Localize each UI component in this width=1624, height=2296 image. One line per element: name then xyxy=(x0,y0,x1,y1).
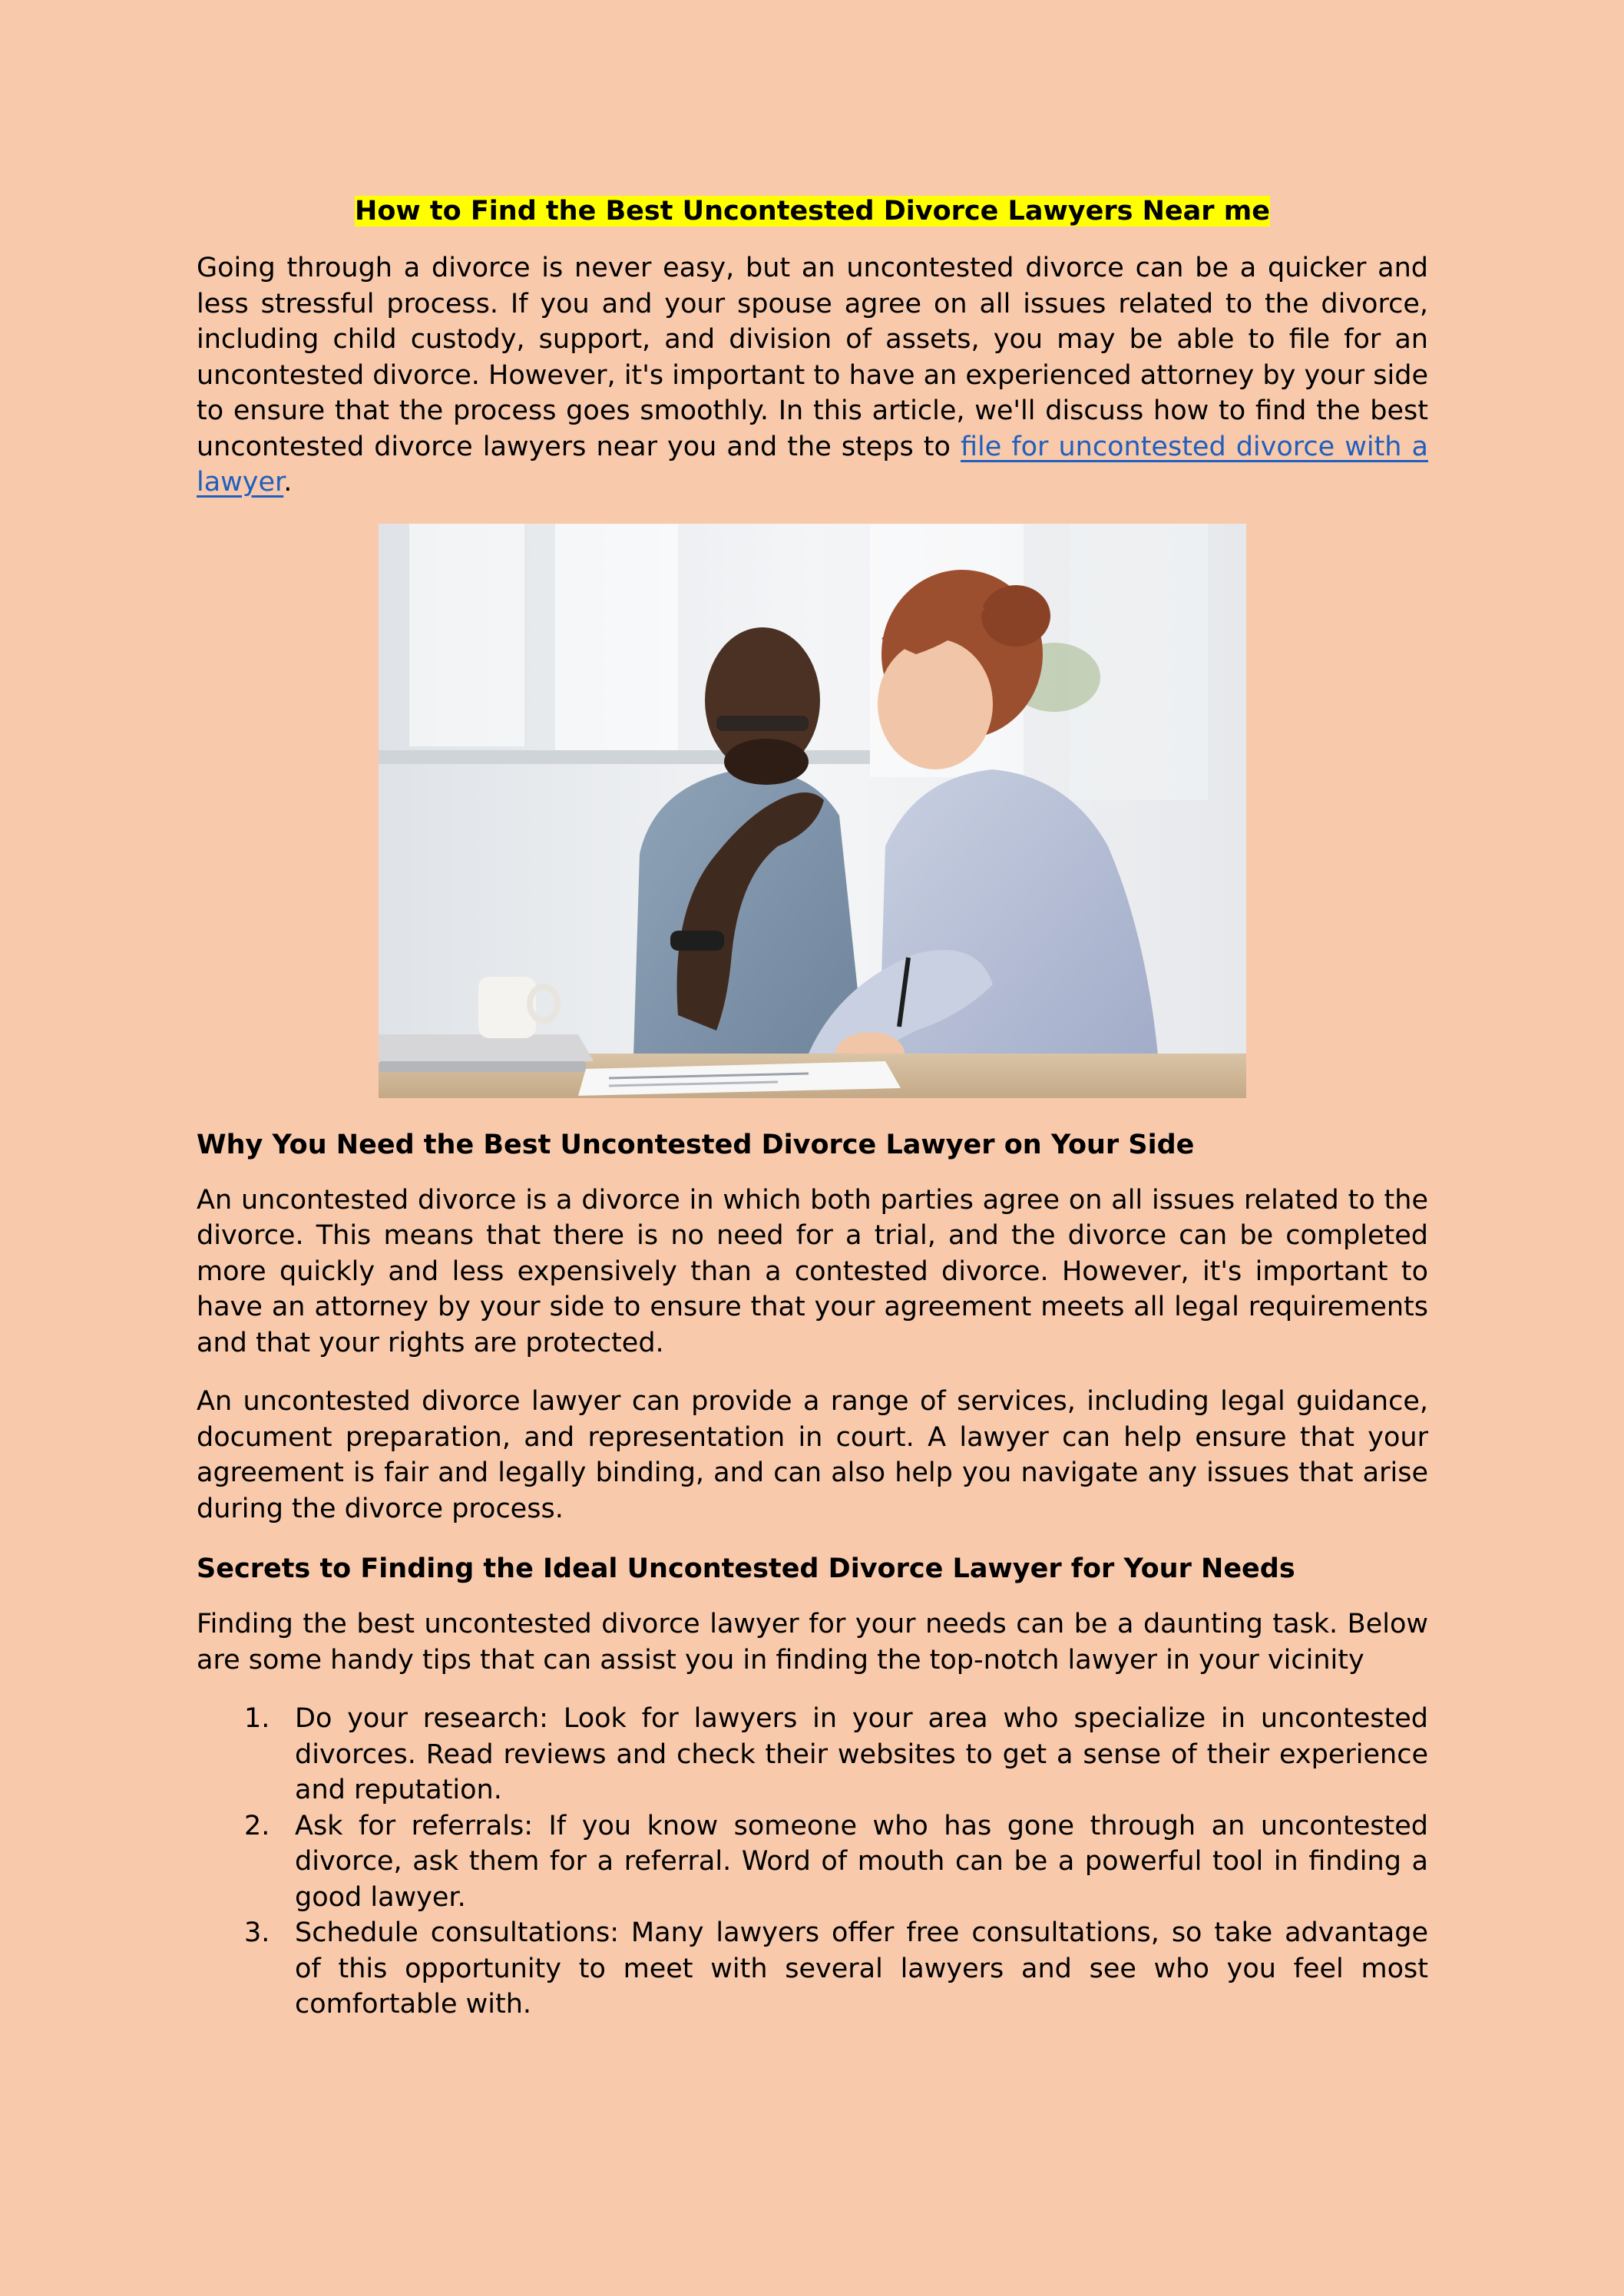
list-item xyxy=(197,1701,1428,1808)
list-item xyxy=(197,1808,1428,1916)
list-text: Schedule consultations: Many lawyers offer free consultations, so take advantage of this opportunity to meet with several lawyers and see who you feel most comfortable with. xyxy=(295,1917,1428,2020)
section1-heading: Why You Need the Best Uncontested Divorce Lawyer on Your Side xyxy=(197,1129,1195,1160)
document-page xyxy=(197,192,1428,2023)
list-number: 2. xyxy=(244,1810,270,1841)
list-text: Ask for referrals: If you know someone who has gone through an uncontested divorce, ask them for a referral. Word of mouth can be a powerful tool in finding a good lawyer. xyxy=(295,1810,1428,1913)
couple-signing-photo xyxy=(379,524,1246,1098)
section1-paragraph-2: An uncontested divorce lawyer can provide a range of services, including legal guidance, document preparation, and representation in court. A lawyer can help ensure that your agreement is fair and legally binding, and can also help you navigate any issues that arise during the divorce process. xyxy=(197,1386,1428,1524)
title-wrapper xyxy=(197,192,1428,230)
list-number: 1. xyxy=(244,1703,270,1734)
list-number: 3. xyxy=(244,1917,270,1948)
uncontested-divorce-link[interactable]: file for uncontested divorce with a lawyer xyxy=(197,431,1428,498)
list-item xyxy=(197,1915,1428,2023)
section2-intro: Finding the best uncontested divorce lawyer for your needs can be a daunting task. Below are some handy tips that can assist you in finding the top-notch lawyer in your vicinity xyxy=(197,1609,1428,1676)
section2-heading: Secrets to Finding the Ideal Uncontested Divorce Lawyer for Your Needs xyxy=(197,1553,1295,1584)
intro-end: . xyxy=(283,467,293,498)
list-text: Do your research: Look for lawyers in your area who specialize in uncontested divorces. Read reviews and check their websites to get a sense of their experience and reputation. xyxy=(295,1703,1428,1805)
tips-list xyxy=(197,1701,1428,2023)
section1-paragraph-1: An uncontested divorce is a divorce in which both parties agree on all issues related to the divorce. This means that there is no need for a trial, and the divorce can be completed more quickly and less expensively than a contested divorce. However, it's important to have an attorney by your side to ensure that your agreement meets all legal requirements and that your rights are protected. xyxy=(197,1184,1428,1358)
page-title: How to Find the Best Uncontested Divorce Lawyers Near me xyxy=(355,196,1270,227)
intro-text: Going through a divorce is never easy, but an uncontested divorce can be a quicker and less stressful process. If you and your spouse agree on all issues related to the divorce, including child custody, support, and division of assets, you may be able to file for an uncontested divorce. However, it's important to have an experienced attorney by your side to ensure that the process goes smoothly. In this article, we'll discuss how to find the best uncontested divorce lawyers near you and the steps to xyxy=(197,253,1428,462)
intro-paragraph xyxy=(197,250,1428,501)
